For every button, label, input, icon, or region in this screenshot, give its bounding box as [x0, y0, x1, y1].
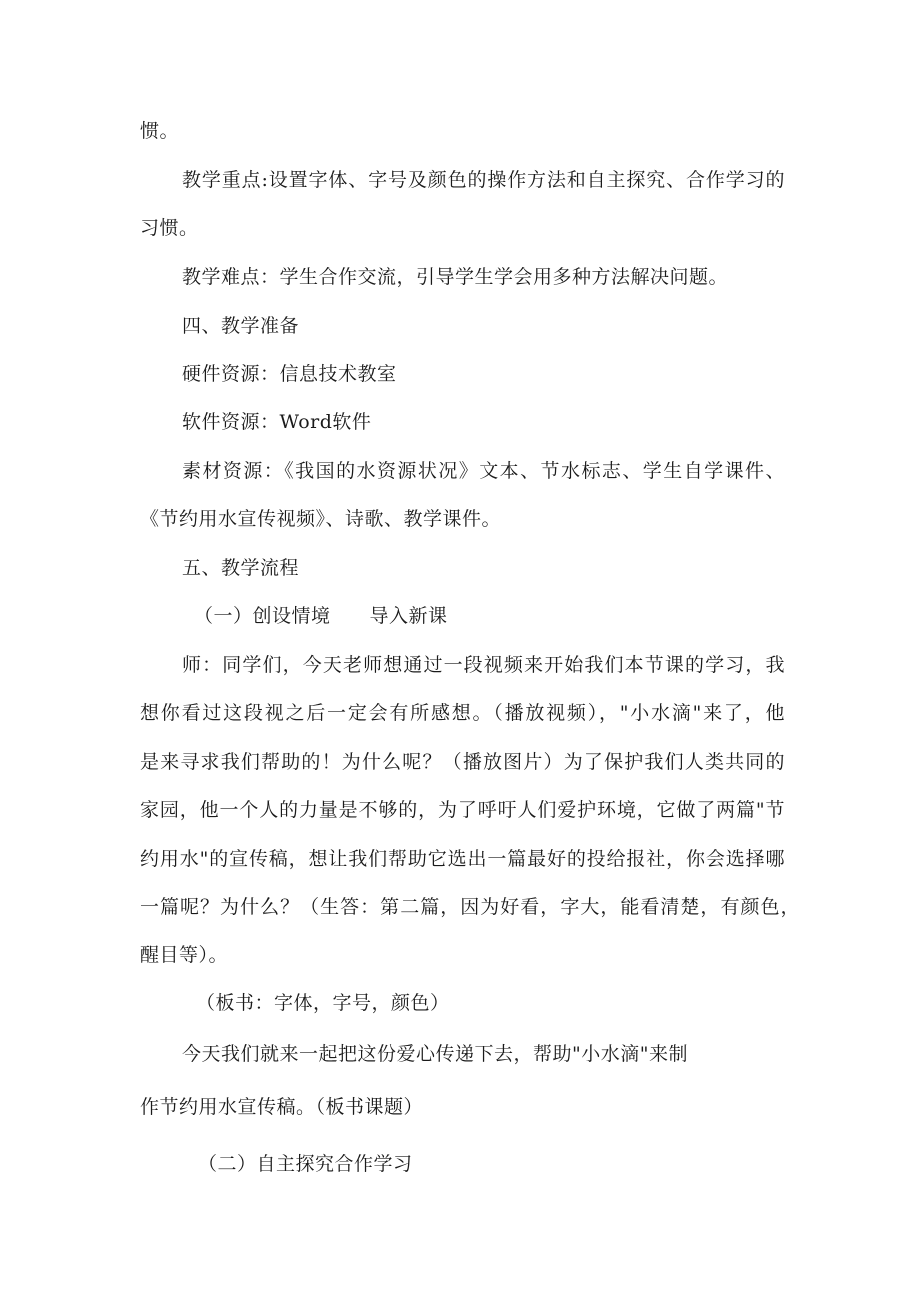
- text-line-teacher-2: 想你看过这段视之后一定会有所感想。（播放视频），"小水滴"来了，他: [140, 702, 785, 724]
- text-line-difficulties: 教学难点：学生合作交流，引导学生学会用多种方法解决问题。: [182, 266, 729, 288]
- text-line-teacher-5: 约用水"的宣传稿，想让我们帮助它选出一篇最好的投给报社，你会选择哪: [140, 848, 785, 870]
- text-line-habit-end: 惯。: [140, 120, 180, 142]
- text-line-today-cont: 作节约用水宣传稿。（板书课题）: [140, 1096, 424, 1118]
- section-heading-preparation: 四、教学准备: [182, 315, 300, 337]
- subsection-heading-intro: （一）创设情境 导入新课: [194, 605, 448, 627]
- text-line-teacher-6: 一篇呢？为什么？（生答：第二篇，因为好看，字大，能看清楚，有颜色，: [140, 896, 800, 918]
- text-line-materials: 素材资源：《我国的水资源状况》文本、节水标志、学生自学课件、: [182, 460, 785, 482]
- text-line-teacher-3: 是来寻求我们帮助的！为什么呢？（播放图片）为了保护我们人类共同的: [140, 751, 785, 773]
- text-line-teacher-4: 家园，他一个人的力量是不够的，为了呼吁人们爱护环境，它做了两篇"节: [140, 799, 785, 821]
- text-line-today: 今天我们就来一起把这份爱心传递下去，帮助"小水滴"来制: [182, 1043, 688, 1065]
- text-line-software: 软件资源：Word软件: [182, 411, 372, 433]
- subsection-heading-explore: （二）自主探究合作学习: [198, 1153, 413, 1175]
- section-heading-process: 五、教学流程: [182, 557, 300, 579]
- text-line-materials-cont: 《节约用水宣传视频》、诗歌、教学课件。: [140, 508, 502, 530]
- text-line-board-note: （板书：字体，字号，颜色）: [196, 992, 450, 1014]
- text-line-teacher-7: 醒目等）。: [140, 944, 229, 966]
- text-line-teacher-1: 师：同学们，今天老师想通过一段视频来开始我们本节课的学习，我: [182, 654, 785, 676]
- text-line-key-points: 教学重点:设置字体、字号及颜色的操作方法和自主探究、合作学习的: [182, 169, 785, 191]
- text-line-hardware: 硬件资源：信息技术教室: [182, 363, 397, 385]
- text-line-key-points-cont: 习惯。: [140, 217, 199, 239]
